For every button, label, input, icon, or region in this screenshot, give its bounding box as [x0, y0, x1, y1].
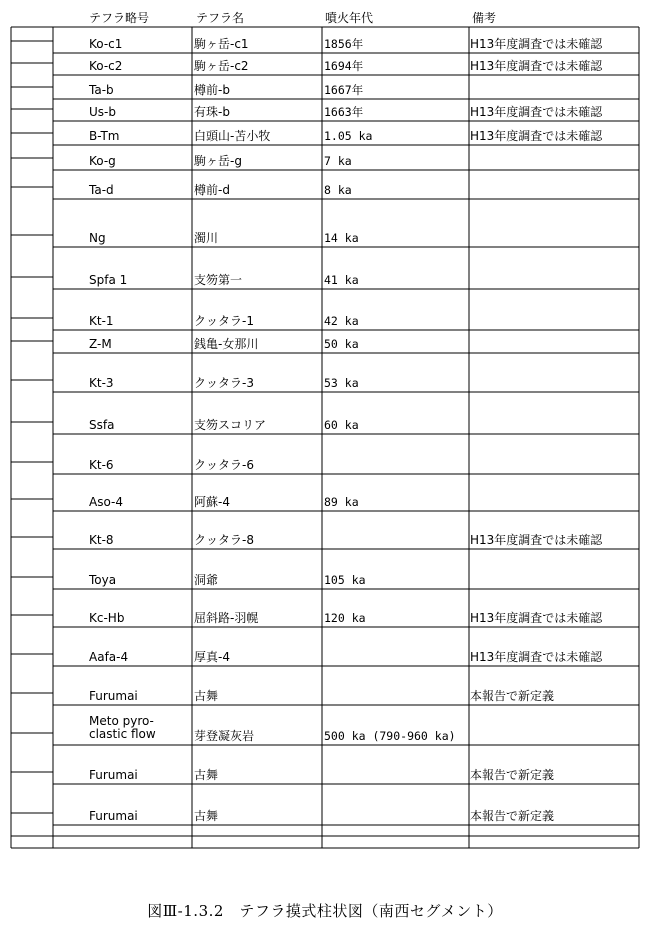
tephra-layer-symbol [11, 693, 53, 705]
tephra-code-cell: Furumai [89, 689, 138, 703]
tephra-layer-symbol [11, 772, 53, 784]
tephra-name-cell: 銭亀-女那川 [194, 337, 259, 351]
tephra-layer-symbol [11, 499, 53, 511]
remarks-cell: H13年度調査では未確認 [470, 37, 603, 51]
tephra-name-cell: 駒ヶ岳-c1 [194, 37, 249, 51]
tephra-code-cell: Aafa-4 [89, 650, 129, 664]
tephra-code-cell: Kt-3 [89, 376, 114, 390]
figure-caption: 図Ⅲ-1.3.2 テフラ摸式柱状図（南西セグメント） [147, 902, 503, 920]
tephra-name-cell: 古舞 [194, 809, 219, 823]
tephra-layer-symbol [11, 235, 53, 247]
eruption-age-cell: 1.05 ka [324, 129, 373, 143]
tephra-layer-symbol [11, 109, 53, 121]
remarks-cell: 本報告で新定義 [470, 689, 555, 703]
tephra-code-cell: Toya [89, 573, 117, 587]
tephra-code-cell: Meto pyro- clastic flow [89, 714, 156, 741]
tephra-code-cell: Kt-6 [89, 458, 114, 472]
tephra-code-cell: Ng [89, 231, 106, 245]
tephra-name-cell: クッタラ-8 [194, 533, 254, 547]
tephra-code-cell: Kt-8 [89, 533, 114, 547]
header-tephra-code: テフラ略号 [89, 11, 150, 25]
eruption-age-cell: 50 ka [324, 337, 359, 351]
tephra-layer-symbol [11, 63, 53, 75]
remarks-cell: H13年度調査では未確認 [470, 650, 603, 664]
tephra-layer-symbol [11, 537, 53, 549]
tephra-name-cell: 洞爺 [194, 573, 219, 587]
header-tephra-name: テフラ名 [196, 11, 245, 25]
tephra-layer-symbol [11, 615, 53, 627]
eruption-age-cell: 105 ka [324, 573, 366, 587]
eruption-age-cell: 1856年 [324, 37, 364, 51]
header-remarks: 備考 [472, 11, 497, 25]
tephra-name-cell: 支笏第一 [194, 273, 243, 287]
tephra-code-cell: Kc-Hb [89, 611, 125, 625]
tephra-layer-symbol [11, 733, 53, 745]
header-eruption-age: 噴火年代 [325, 11, 374, 25]
tephra-code-cell: Ko-c1 [89, 37, 123, 51]
tephra-name-cell: 芽登凝灰岩 [194, 729, 255, 743]
eruption-age-cell: 42 ka [324, 314, 359, 328]
remarks-cell: H13年度調査では未確認 [470, 611, 603, 625]
tephra-code-cell: B-Tm [89, 129, 120, 143]
eruption-age-cell: 1694年 [324, 59, 364, 73]
remarks-cell: 本報告で新定義 [470, 768, 555, 782]
tephra-code-cell: Ssfa [89, 418, 115, 432]
tephra-layer-symbol [11, 87, 53, 99]
tephra-name-cell: 古舞 [194, 689, 219, 703]
tephra-layer-symbol [11, 380, 53, 392]
tephra-code-cell: Us-b [89, 105, 116, 119]
tephra-code-cell: Furumai [89, 809, 138, 823]
tephra-code-cell: Kt-1 [89, 314, 114, 328]
tephra-name-cell: 屈斜路-羽幌 [194, 611, 259, 625]
remarks-cell: H13年度調査では未確認 [470, 59, 603, 73]
tephra-name-cell: 駒ヶ岳-c2 [194, 59, 249, 73]
tephra-name-cell: 有珠-b [194, 105, 230, 119]
eruption-age-cell: 53 ka [324, 376, 359, 390]
tephra-code-cell: Ta-b [89, 83, 114, 97]
tephra-layer-symbol [11, 41, 53, 53]
tephra-code-cell: Ta-d [89, 183, 114, 197]
tephra-layer-symbol [11, 187, 53, 199]
remarks-cell: H13年度調査では未確認 [470, 533, 603, 547]
tephra-code-cell: Aso-4 [89, 495, 123, 509]
eruption-age-cell: 7 ka [324, 154, 352, 168]
tephra-name-cell: 濁川 [194, 231, 219, 245]
tephra-layer-symbol [11, 341, 53, 353]
remarks-cell: H13年度調査では未確認 [470, 105, 603, 119]
tephra-code-cell: Spfa 1 [89, 273, 128, 287]
tephra-name-cell: 白頭山-苫小牧 [194, 129, 271, 143]
tephra-name-cell: 古舞 [194, 768, 219, 782]
eruption-age-cell: 120 ka [324, 611, 366, 625]
tephra-name-cell: クッタラ-1 [194, 314, 254, 328]
tephra-layer-symbol [11, 133, 53, 145]
tephra-layer-symbol [11, 577, 53, 589]
remarks-cell: H13年度調査では未確認 [470, 129, 603, 143]
tephra-layer-symbol [11, 654, 53, 666]
eruption-age-cell: 8 ka [324, 183, 352, 197]
tephra-name-cell: クッタラ-3 [194, 376, 254, 390]
eruption-age-cell: 41 ka [324, 273, 359, 287]
tephra-name-cell: 駒ヶ岳-g [194, 154, 242, 168]
tephra-name-cell: 阿蘇-4 [194, 495, 230, 509]
tephra-layer-symbol [11, 813, 53, 825]
eruption-age-cell: 60 ka [324, 418, 359, 432]
tephra-layer-symbol [11, 422, 53, 434]
remarks-cell: 本報告で新定義 [470, 809, 555, 823]
tephra-layer-symbol [11, 318, 53, 330]
tephra-name-cell: クッタラ-6 [194, 458, 254, 472]
tephra-name-cell: 樽前-b [194, 83, 230, 97]
tephra-layer-symbol [11, 277, 53, 289]
eruption-age-cell: 14 ka [324, 231, 359, 245]
tephra-layer-symbol [11, 462, 53, 474]
tephra-code-cell: Ko-c2 [89, 59, 123, 73]
tephra-layer-symbol [11, 158, 53, 170]
tephra-code-cell: Z-M [89, 337, 112, 351]
eruption-age-cell: 1663年 [324, 105, 364, 119]
tephra-name-cell: 樽前-d [194, 183, 230, 197]
eruption-age-cell: 89 ka [324, 495, 359, 509]
tephra-code-cell: Furumai [89, 768, 138, 782]
tephra-name-cell: 厚真-4 [194, 650, 230, 664]
eruption-age-cell: 500 ka (790-960 ka) [324, 729, 456, 743]
tephra-code-cell: Ko-g [89, 154, 116, 168]
tephra-name-cell: 支笏スコリア [194, 418, 267, 432]
eruption-age-cell: 1667年 [324, 83, 364, 97]
